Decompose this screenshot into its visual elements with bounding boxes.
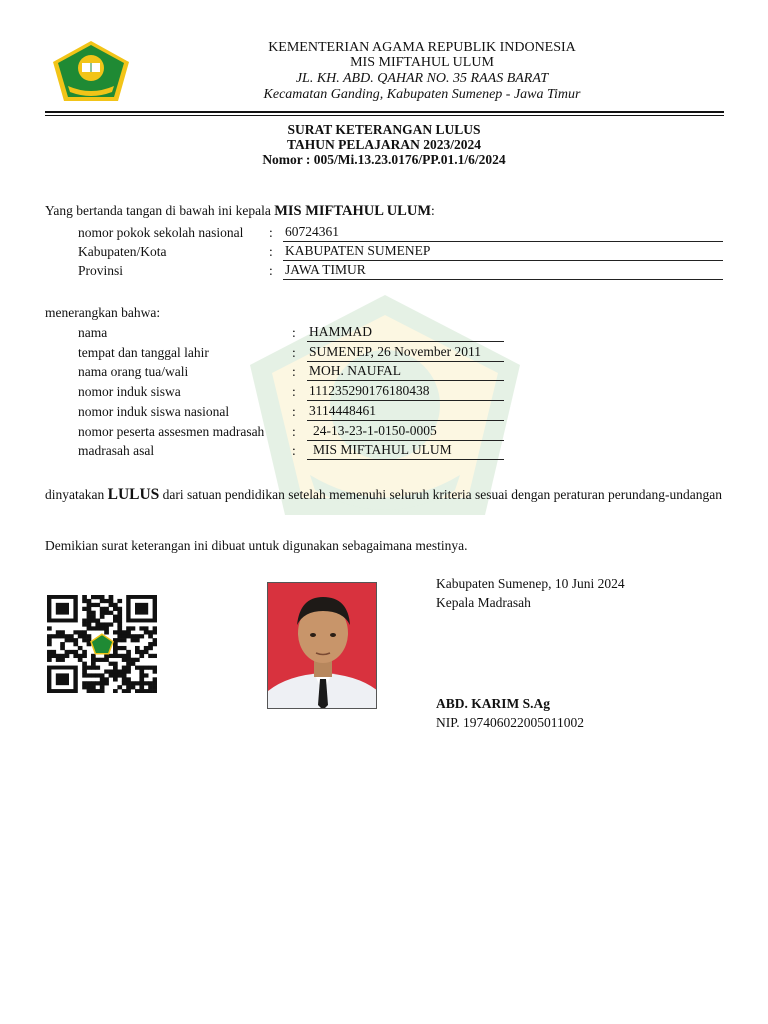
npsn-colon: : — [269, 225, 273, 240]
result-before-text: dinyatakan — [45, 487, 105, 502]
academic-year: TAHUN PELAJARAN 2023/2024 — [286, 137, 481, 152]
nisn-value: 3114448461 — [307, 403, 504, 421]
document-number: Nomor : 005/Mi.13.23.0176/PP.01.1/6/2024 — [262, 152, 506, 167]
nisn-label: nomor induk siswa nasional — [78, 404, 230, 419]
origin-school-colon: : — [292, 443, 296, 458]
document-title: SURAT KETERANGAN LULUS — [287, 122, 481, 137]
intro-colon: : — [431, 203, 435, 218]
nisn-colon: : — [292, 404, 296, 419]
intro-statement: Yang bertanda tangan di bawah ini kepala — [45, 203, 271, 218]
signature-place-date: Kabupaten Sumenep, 10 Juni 2024 — [436, 576, 625, 591]
signature-nip: NIP. 197406022005011002 — [436, 715, 585, 730]
npsn-value: 60724361 — [283, 224, 723, 242]
regency-value: KABUPATEN SUMENEP — [283, 243, 723, 261]
birth-label: tempat dan tanggal lahir — [78, 345, 209, 360]
npsn-label: nomor pokok sekolah nasional — [78, 225, 244, 240]
birth-colon: : — [292, 345, 296, 360]
regency-label: Kabupaten/Kota — [78, 244, 167, 259]
parent-value: MOH. NAUFAL — [307, 363, 504, 381]
province-colon: : — [269, 263, 273, 278]
province-value: JAWA TIMUR — [283, 262, 723, 280]
result-after-text: dari satuan pendidikan setelah memenuhi seluruh kriteria sesuai dengan peraturan perundang-undangan — [162, 487, 722, 502]
intro-text — [45, 203, 435, 219]
result-paragraph — [45, 487, 723, 503]
school-address: JL. KH. ABD. QAHAR NO. 35 RAAS BARAT — [295, 71, 549, 86]
student-name-label: nama — [78, 325, 108, 340]
province-label: Provinsi — [78, 263, 124, 278]
student-name-value: HAMMAD — [307, 324, 504, 342]
student-name-colon: : — [292, 325, 296, 340]
origin-school-value: MIS MIFTAHUL ULUM — [307, 442, 504, 460]
exam-number-label: nomor peserta assesmen madrasah — [78, 424, 265, 439]
statement-intro: menerangkan bahwa: — [45, 305, 161, 320]
nis-value: 111235290176180438 — [307, 383, 504, 401]
parent-label: nama orang tua/wali — [78, 364, 189, 379]
school-district: Kecamatan Ganding, Kabupaten Sumenep - Jawa Timur — [263, 87, 581, 102]
intro-school-name: MIS MIFTAHUL ULUM — [274, 203, 432, 219]
closing-statement: Demikian surat keterangan ini dibuat untuk digunakan sebagaimana mestinya. — [45, 538, 468, 553]
header-divider-thin — [45, 115, 724, 116]
regency-colon: : — [269, 244, 273, 259]
origin-school-label: madrasah asal — [78, 443, 155, 458]
ministry-name: KEMENTERIAN AGAMA REPUBLIK INDONESIA — [268, 40, 576, 55]
exam-number-colon: : — [292, 424, 296, 439]
student-portrait-icon — [268, 583, 377, 709]
student-photo — [267, 582, 377, 709]
nis-colon: : — [292, 384, 296, 399]
parent-colon: : — [292, 364, 296, 379]
kemenag-emblem-icon — [52, 40, 130, 102]
qr-code-icon — [47, 595, 157, 693]
signature-name: ABD. KARIM S.Ag — [436, 696, 551, 711]
header-divider — [45, 111, 724, 113]
signature-role: Kepala Madrasah — [436, 595, 531, 610]
birth-value: SUMENEP, 26 November 2011 — [307, 344, 504, 362]
nis-label: nomor induk siswa — [78, 384, 181, 399]
graduation-status: LULUS — [107, 486, 160, 503]
exam-number-value: 24-13-23-1-0150-0005 — [307, 423, 504, 441]
school-name-header: MIS MIFTAHUL ULUM — [350, 55, 494, 70]
